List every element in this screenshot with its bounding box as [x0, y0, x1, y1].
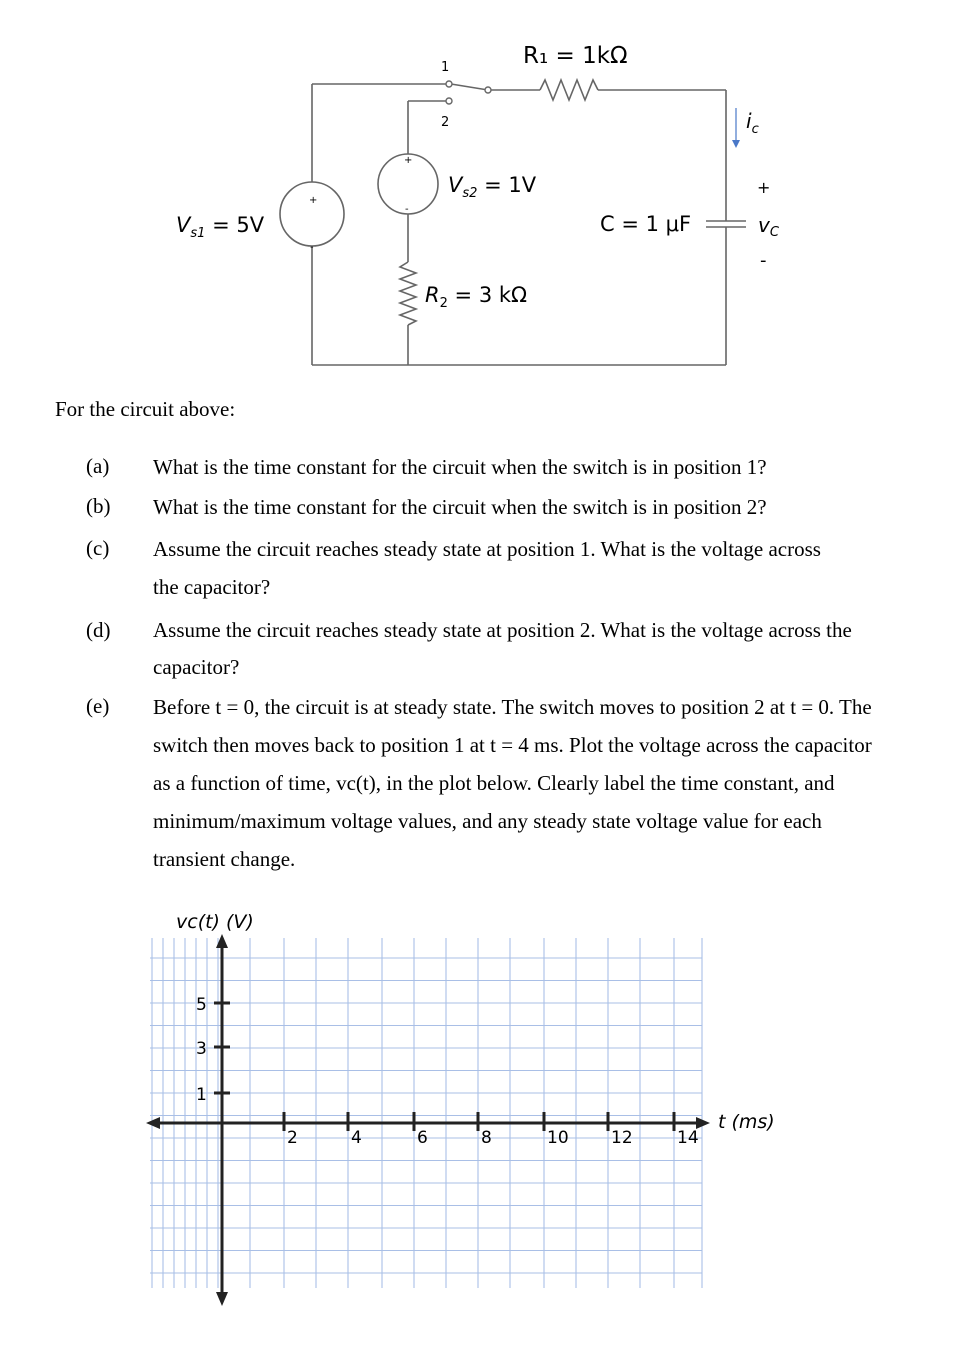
switch-pos2-label: 2	[441, 115, 450, 130]
vc-label: $v_C$	[758, 213, 779, 240]
switch-pivot	[485, 87, 491, 93]
vc-plus-sign: +	[757, 178, 771, 197]
r2-resistor	[400, 262, 416, 325]
vs1-label: $V_{s1} = 5V$	[176, 213, 265, 241]
x-tick-label: 10	[547, 1128, 569, 1148]
question-c-text: Assume the circuit reaches steady state at position 1. What is the voltage across the capacitor?	[153, 537, 821, 599]
question-c-label: (c)	[86, 536, 110, 560]
vs1-plus-sign: +	[309, 195, 318, 206]
y-tick-label: 1	[196, 1085, 207, 1105]
x-tick-label: 4	[351, 1128, 362, 1148]
question-b-text: What is the time constant for the circuit when the switch is in position 2?	[153, 495, 767, 519]
intro-text: For the circuit above:	[55, 397, 236, 421]
switch-blade	[451, 84, 488, 90]
x-tick-label: 14	[677, 1128, 699, 1148]
x-axis-label: t (ms)	[718, 1111, 775, 1133]
circuit-diagram	[0, 0, 956, 390]
y-axis-arrow-down	[216, 1292, 228, 1306]
question-e-label: (e)	[86, 694, 110, 718]
r1-label: R₁ = 1kΩ	[523, 43, 628, 69]
ic-label: $i_c$	[746, 109, 759, 137]
x-tick-label: 8	[481, 1128, 492, 1148]
question-e-text: Before t = 0, the circuit is at steady state. The switch moves to position 2 at t = 0. The switch then moves back to position 1 at t = 4 ms. Plot the voltage across the capacitor as a function of time, vc(t), in the plot below. Clearly label the time constant, and minimum/maximum voltage values, and any steady state voltage value for each transient change.	[153, 695, 872, 871]
blank-plot-grid[interactable]	[0, 890, 956, 1310]
vs2-plus-sign: +	[404, 155, 413, 166]
x-tick-label: 12	[611, 1128, 633, 1148]
question-d-label: (d)	[86, 618, 111, 642]
switch-contact-2	[446, 98, 452, 104]
y-tick-label: 3	[196, 1039, 207, 1059]
switch-pos1-label: 1	[441, 60, 450, 75]
vs2-label: $V_{s2} = 1V$	[448, 173, 537, 201]
x-axis-arrow-left	[146, 1117, 160, 1129]
ic-arrowhead	[732, 140, 740, 148]
question-a-text: What is the time constant for the circuit when the switch is in position 1?	[153, 455, 767, 479]
y-tick-label: 5	[196, 995, 207, 1015]
capacitor-label: C = 1 μF	[600, 212, 692, 236]
question-b-label: (b)	[86, 494, 111, 518]
vc-minus-sign: -	[760, 250, 767, 271]
switch-contact-1	[446, 81, 452, 87]
vs2-minus-sign: -	[405, 204, 409, 215]
r2-label: $R_2 = 3$ kΩ	[425, 283, 528, 311]
vs1-source	[280, 182, 344, 246]
vs1-minus-sign: -	[310, 242, 314, 253]
x-tick-label: 2	[287, 1128, 298, 1148]
question-a-label: (a)	[86, 454, 110, 478]
r1-resistor	[540, 80, 598, 100]
question-d-text: Assume the circuit reaches steady state at position 2. What is the voltage across the capacitor?	[153, 618, 852, 679]
y-axis-label: vc(t) (V)	[176, 911, 254, 933]
x-tick-label: 6	[417, 1128, 428, 1148]
